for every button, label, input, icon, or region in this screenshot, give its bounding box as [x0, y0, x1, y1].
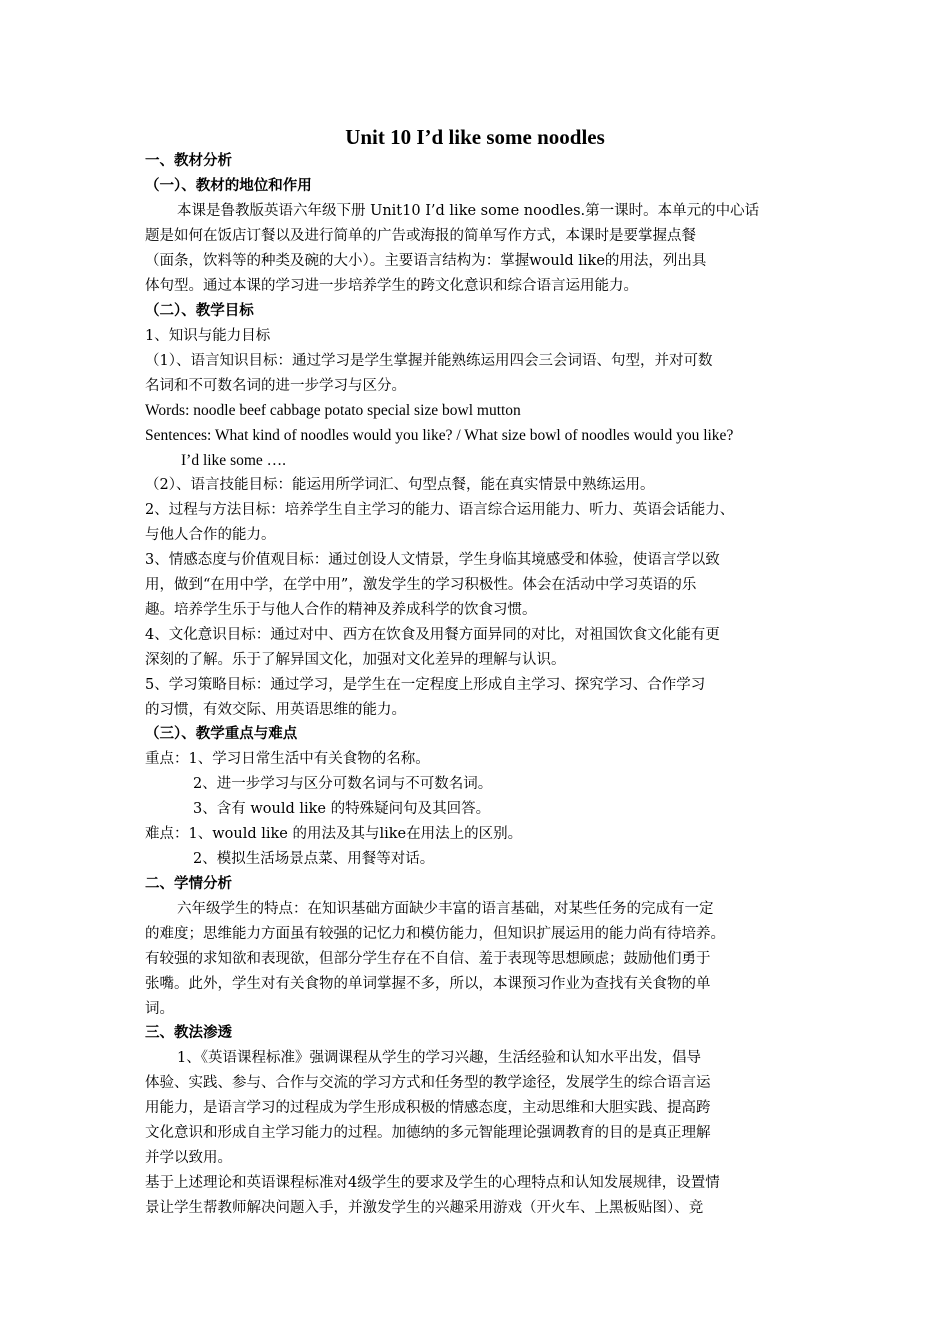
- goal-line: 2、过程与方法目标：培养学生自主学习的能力、语言综合运用能力、听力、英语会话能力、: [145, 502, 735, 518]
- paragraph-line: 词。: [145, 1001, 174, 1017]
- subheading-key-difficult: （三）、教学重点与难点: [145, 726, 298, 742]
- key-point-line: 3、含有 would like 的特殊疑问句及其回答。: [193, 801, 491, 817]
- key-point-line: 重点：1、学习日常生活中有关食物的名称。: [145, 751, 430, 767]
- words-line: Words: noodle beef cabbage potato special size bowl mutton: [145, 402, 521, 419]
- sentences-line: Sentences: What kind of noodles would you like? / What size bowl of noodles would you like?: [145, 427, 734, 444]
- heading-learner-analysis: 二、学情分析: [145, 876, 232, 892]
- heading-textbook-analysis: 一、教材分析: [145, 153, 232, 169]
- subheading-teaching-goals: （二）、教学目标: [145, 303, 254, 319]
- paragraph-line: 用能力，是语言学习的过程成为学生形成积极的情感态度，主动思维和大胆实践、提高跨: [145, 1100, 711, 1116]
- paragraph-line: 的难度；思维能力方面虽有较强的记忆力和模仿能力，但知识扩展运用的能力尚有待培养。: [145, 926, 725, 942]
- goal-line: 5、学习策略目标：通过学习，是学生在一定程度上形成自主学习、探究学习、合作学习: [145, 677, 706, 693]
- paragraph-line: （面条，饮料等的种类及碗的大小）。主要语言结构为：掌握would like的用法，列出具: [145, 253, 707, 269]
- paragraph-line: 景让学生帮教师解决问题入手，并激发学生的兴趣采用游戏（开火车、上黑板贴图）、竞: [145, 1200, 704, 1216]
- goal-line: （2）、语言技能目标：能运用所学词汇、句型点餐，能在真实情景中熟练运用。: [145, 477, 655, 493]
- goal-line: 用，做到“在用中学，在学中用”，激发学生的学习积极性。体会在活动中学习英语的乐: [145, 577, 697, 593]
- subheading-position-role: （一）、教材的地位和作用: [145, 178, 312, 194]
- sentence-line: I’d like some ….: [181, 452, 287, 469]
- goal-line: 与他人合作的能力。: [145, 527, 276, 543]
- difficult-point-line: 难点：1、would like 的用法及其与like在用法上的区别。: [145, 826, 523, 842]
- paragraph-line: 文化意识和形成自主学习能力的过程。加德纳的多元智能理论强调教育的目的是真正理解: [145, 1125, 711, 1141]
- paragraph-line: 并学以致用。: [145, 1150, 232, 1166]
- goal-heading-knowledge: 1、知识与能力目标: [145, 328, 271, 344]
- paragraph-line: 体验、实践、参与、合作与交流的学习方式和任务型的教学途径，发展学生的综合语言运: [145, 1075, 711, 1091]
- heading-teaching-methods: 三、教法渗透: [145, 1025, 232, 1041]
- paragraph-line: 基于上述理论和英语课程标准对4级学生的要求及学生的心理特点和认知发展规律，设置情: [145, 1175, 720, 1191]
- document-title: Unit 10 I’d like some noodles: [345, 125, 605, 149]
- goal-line: 3、情感态度与价值观目标：通过创设人文情景，学生身临其境感受和体验，使语言学以致: [145, 552, 720, 568]
- paragraph-line: 体句型。通过本课的学习进一步培养学生的跨文化意识和综合语言运用能力。: [145, 278, 638, 294]
- goal-line: 4、文化意识目标：通过对中、西方在饮食及用餐方面异同的对比，对祖国饮食文化能有更: [145, 627, 720, 643]
- paragraph-line: 题是如何在饭店订餐以及进行简单的广告或海报的简单写作方式，本课时是要掌握点餐: [145, 228, 696, 244]
- difficult-point-line: 2、模拟生活场景点菜、用餐等对话。: [193, 851, 435, 867]
- paragraph-line: 张嘴。此外，学生对有关食物的单词掌握不多，所以，本课预习作业为查找有关食物的单: [145, 976, 711, 992]
- paragraph-line: 本课是鲁教版英语六年级下册 Unit10 I’d like some noodles.第一课时。本单元的中心话: [177, 203, 760, 219]
- goal-line: 深刻的了解。乐于了解异国文化，加强对文化差异的理解与认识。: [145, 652, 566, 668]
- goal-line: 趣。培养学生乐于与他人合作的精神及养成科学的饮食习惯。: [145, 602, 537, 618]
- key-point-line: 2、进一步学习与区分可数名词与不可数名词。: [193, 776, 493, 792]
- goal-line: （1）、语言知识目标：通过学习是学生掌握并能熟练运用四会三会词语、句型，并对可数: [145, 353, 713, 369]
- paragraph-line: 六年级学生的特点：在知识基础方面缺少丰富的语言基础，对某些任务的完成有一定: [177, 901, 714, 917]
- goal-line: 名词和不可数名词的进一步学习与区分。: [145, 378, 406, 394]
- paragraph-line: 有较强的求知欲和表现欲，但部分学生存在不自信、羞于表现等思想顾虑；鼓励他们勇于: [145, 951, 711, 967]
- paragraph-line: 1、《英语课程标准》强调课程从学生的学习兴趣，生活经验和认知水平出发，倡导: [177, 1050, 701, 1066]
- goal-line: 的习惯，有效交际、用英语思维的能力。: [145, 702, 406, 718]
